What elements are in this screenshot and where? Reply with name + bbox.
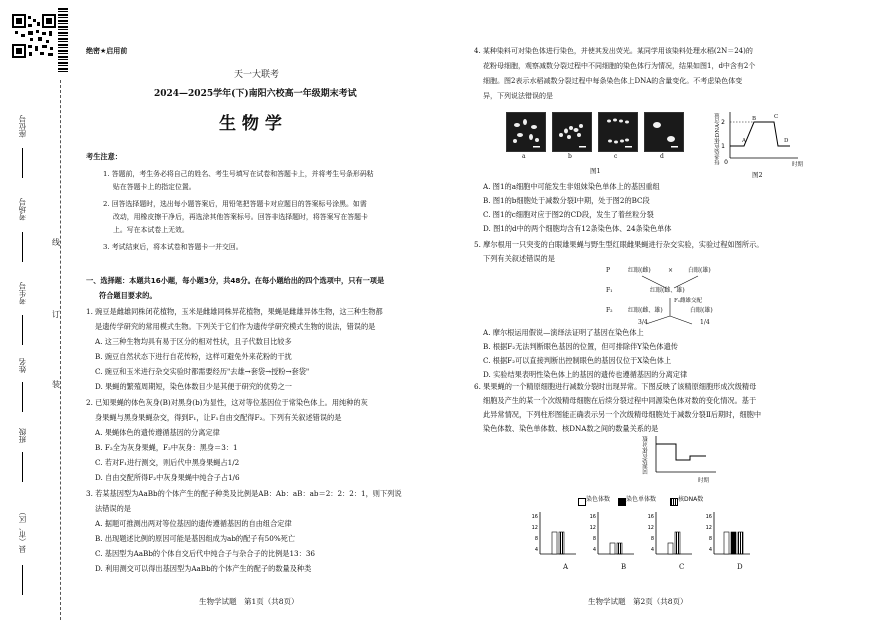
class-line: [22, 452, 23, 482]
svg-text:8: 8: [708, 536, 712, 542]
q5-option-c[interactable]: C. 根据F₂可以直接判断出控制眼色的基因仅位于X染色体上: [483, 356, 672, 365]
binding-char-xian: 线: [52, 238, 60, 247]
figure2-chart: [712, 108, 802, 168]
bar-label-c: C: [679, 563, 685, 571]
q5-option-b[interactable]: B. 根据F₂无法判断眼色基因的位置，但可排除伴Y染色体遗传: [483, 342, 678, 351]
bar-label-d: D: [737, 563, 743, 571]
q4-option-a[interactable]: A. 图1的a细胞中可能发生非姐妹染色单体上的基因重组: [483, 182, 660, 191]
homolog-ylabel: 同源染色体对数: [643, 436, 649, 475]
q4-stem-1: 4. 某种染料可对染色体进行染色，并使其发出荧光。某同学用该染料处理水稻(2N＝24)的: [474, 47, 753, 55]
bar-chart-d[interactable]: [702, 510, 752, 558]
exam-no-label: 考生号: [18, 282, 27, 305]
cross-f2-label: F₂: [606, 307, 613, 314]
notes-title: 考生注意：: [86, 152, 122, 161]
cross-symbol: ×: [668, 267, 674, 274]
q3-option-b[interactable]: B. 出现题述比例的原因可能是基因组成为ab的配子有50%死亡: [95, 534, 296, 543]
q4-option-d[interactable]: D. 图1的d中的两个细胞均含有12条染色体、24条染色单体: [483, 224, 672, 233]
q2-stem-2: 身果蝇与黑身果蝇杂交，得到F₁，让F₁自由交配得F₂。下列有关叙述错误的是: [95, 413, 342, 422]
cross-f2-right: 白眼(雄): [690, 307, 713, 314]
fig2-ylabel: 每条染色体DNA含量: [715, 113, 721, 165]
svg-text:0: 0: [724, 159, 728, 166]
homolog-chart: [640, 434, 720, 478]
county-label: 县（市、区）: [18, 508, 27, 553]
q1-option-c[interactable]: C. 豌豆和玉米进行杂交实验时都需要经历"去雄→套袋→授粉→套袋": [95, 367, 310, 376]
q1-stem-2: 是遗传学研究的常用模式生物。下列关于它们作为遗传学研究模式生物的说法，错误的是: [95, 322, 376, 331]
room-label: 考场号: [18, 198, 27, 221]
q1-option-a[interactable]: A. 这三种生物均具有易于区分的相对性状，且子代数目比较多: [95, 337, 292, 346]
q6-stem-2: 细胞及产生的某一个次级精母细胞在后续分裂过程中同源染色体对数的变化情况。基于: [483, 396, 757, 405]
q2-option-b[interactable]: B. F₂全为灰身果蝇，F₂中灰身：黑身＝3：1: [95, 443, 238, 452]
fig2-point-c: C: [774, 114, 779, 120]
notes-line-1: 1. 答题前，考生务必将自己的姓名、考生号填写在试卷和答题卡上，并将考生号条形码粘: [103, 170, 374, 178]
exam-title: 2024—2025学年(下)南阳六校高一年级期末考试: [154, 89, 357, 99]
bar-label-a: A: [563, 563, 569, 571]
legend-chromosome: 染色体数: [586, 496, 611, 503]
q3-stem-2: 法错误的是: [95, 504, 131, 513]
q1-stem-1: 1. 豌豆是雌雄同株闭花植物，玉米是雌雄同株异花植物，果蝇是雌雄异体生物，这三种生物都: [86, 307, 383, 316]
q4-stem-4: 异，下列说法错误的是: [483, 92, 553, 100]
cross-f1-note: F₁雌雄交配: [674, 298, 703, 304]
bar-chart-a[interactable]: [528, 510, 578, 558]
micrograph-a: [506, 112, 546, 152]
section1-line-1: 一、选择题：本题共16小题，每小题3分，共48分。在每小题给出的四个选项中，只有一项是: [86, 276, 385, 285]
micrograph-b-label: b: [568, 153, 572, 160]
svg-text:12: 12: [589, 525, 596, 531]
cross-ratio-right: 1/4: [700, 319, 710, 326]
svg-text:12: 12: [647, 525, 654, 531]
notes-line-2: 贴在答题卡上的指定位置。: [113, 183, 196, 191]
barcode-strip: [58, 8, 68, 72]
q3-stem-1: 3. 若某基因型为AaBb的个体产生的配子种类及比例是AB：Ab：aB：ab＝2：2：2：1，则下列说: [86, 489, 402, 498]
svg-text:16: 16: [531, 514, 538, 520]
fig2-xlabel: 时期: [792, 162, 804, 168]
q2-option-c[interactable]: C. 若对F₁进行测交，则后代中黑身果蝇占1/2: [95, 458, 240, 467]
q3-option-c[interactable]: C. 基因型为AaBb的个体自交后代中纯合子与杂合子的比例是13：36: [95, 549, 315, 558]
bar-chart-b[interactable]: [586, 510, 636, 558]
svg-text:8: 8: [534, 536, 538, 542]
q5-option-a[interactable]: A. 摩尔根运用假说—演绎法证明了基因在染色体上: [483, 328, 644, 337]
micrograph-b: [552, 112, 592, 152]
cross-p-label: P: [606, 267, 611, 274]
cross-f2-left: 红眼(雌、雄): [628, 307, 663, 314]
q6-stem-1: 6. 果果蝇的一个精原细胞进行减数分裂时出现异常。下图反映了该精原细胞形成次级精母: [474, 382, 757, 391]
q3-option-d[interactable]: D. 利用测交可以得出基因型为AaBb的个体产生的配子的数量及种类: [95, 564, 312, 573]
binding-char-zhuang: 装: [52, 380, 60, 389]
seat-line: [22, 148, 23, 178]
micrograph-c-label: c: [614, 153, 618, 160]
micrograph-a-label: a: [522, 153, 526, 160]
notes-line-3: 2. 回答选择题时，选出每小题答案后，用铅笔把答题卡对应题目的答案标号涂黑。如需: [103, 200, 367, 208]
seat-label: 座位号: [18, 115, 27, 138]
subject-title: 生 物 学: [219, 114, 282, 134]
micrograph-c: [598, 112, 638, 152]
svg-text:4: 4: [650, 547, 654, 553]
notes-line-6: 3. 考试结束后，将本试卷和答题卡一并交回。: [103, 243, 243, 251]
binding-line: [60, 80, 61, 620]
q2-option-a[interactable]: A. 果蝇体色的遗传遵循基因的分离定律: [95, 428, 220, 437]
name-label: 姓名: [18, 358, 27, 373]
room-line: [22, 232, 23, 262]
name-line: [22, 382, 23, 412]
org-title: 天一大联考: [234, 70, 280, 80]
figure2-caption: 图2: [752, 171, 763, 179]
binding-char-ding: 订: [52, 310, 60, 319]
svg-text:12: 12: [705, 525, 712, 531]
q4-option-b[interactable]: B. 图1的b细胞处于减数分裂Ⅰ中期，处于图2的BC段: [483, 196, 650, 205]
q6-stem-4: 染色体数、染色单体数、核DNA数之间的数量关系的是: [483, 424, 659, 433]
footer-left: 生物学试题 第1页（共8页）: [199, 597, 299, 606]
legend-dna: 核DNA数: [678, 496, 704, 503]
fig2-point-d: D: [784, 138, 789, 144]
q6-stem-3: 此异常情况，下列柱形图能正确表示另一个次级精母细胞处于减数分裂Ⅱ后期时，细胞中: [483, 410, 762, 419]
q4-stem-3: 细胞。图2表示水稻减数分裂过程中每条染色体上DNA的含量变化。不考虑染色体变: [483, 77, 743, 85]
q4-option-c[interactable]: C. 图1的c细胞对应于图2的CD段，发生了着丝粒分裂: [483, 210, 654, 219]
svg-text:4: 4: [592, 547, 596, 553]
class-label: 班级: [18, 428, 27, 443]
svg-text:4: 4: [708, 547, 712, 553]
cross-p-male: 白眼(雄): [688, 267, 711, 274]
q3-option-a[interactable]: A. 据题可推测出两对等位基因的遗传遵循基因的自由组合定律: [95, 519, 292, 528]
svg-text:1: 1: [721, 143, 725, 150]
svg-text:8: 8: [650, 536, 654, 542]
legend-chromatid-swatch: [618, 498, 626, 506]
qr-code: [12, 14, 56, 58]
legend-chromatid: 染色单体数: [626, 496, 657, 503]
micrograph-d-label: d: [660, 153, 664, 160]
cross-f1-text: 红眼(雌、雄): [650, 287, 685, 294]
q4-stem-2: 花粉母细胞，观察减数分裂过程中不同细胞的染色体行为情况，结果如图1，d中含有2个: [483, 62, 756, 70]
q2-option-d[interactable]: D. 自由交配所得F₂中灰身果蝇中纯合子占1/6: [95, 473, 240, 482]
svg-text:8: 8: [592, 536, 596, 542]
exam-no-line: [22, 315, 23, 345]
notes-line-4: 改动，用橡皮擦干净后，再选涂其他答案标号。回答非选择题时，将答案写在答题卡: [113, 213, 368, 221]
fig2-point-b: B: [752, 116, 757, 122]
fig2-point-a: A: [742, 138, 746, 144]
q5-stem-1: 5. 摩尔根用一只突变的白眼雄果蝇与野生型红眼雌果蝇进行杂交实验，实验过程如图所示。: [474, 240, 764, 249]
legend-dna-swatch: [670, 498, 678, 506]
svg-text:16: 16: [705, 514, 712, 520]
figure1-caption: 图1: [590, 167, 601, 175]
q5-option-d[interactable]: D. 实验结果表明性染色体上的基因的遗传也遵循基因的分离定律: [483, 370, 688, 379]
q2-stem-1: 2. 已知果蝇的体色灰身(B)对黑身(b)为显性，这对等位基因位于常染色体上。用纯种的灰: [86, 398, 368, 407]
svg-text:16: 16: [589, 514, 596, 520]
bar-chart-c[interactable]: [644, 510, 694, 558]
q1-option-b[interactable]: B. 豌豆自然状态下进行自花传粉，这样可避免外来花粉的干扰: [95, 352, 292, 361]
section1-line-2: 符合题目要求的。: [99, 291, 157, 300]
cross-p-female: 红眼(雌): [628, 267, 651, 274]
q5-stem-2: 下列有关叙述错误的是: [483, 254, 555, 263]
svg-text:4: 4: [534, 547, 538, 553]
legend-chromosome-swatch: [578, 498, 586, 506]
q1-option-d[interactable]: D. 果蝇的繁殖周期短，染色体数目少是其便于研究的优势之一: [95, 382, 292, 391]
homolog-xlabel: 时期: [698, 478, 710, 484]
secret-mark: 绝密★启用前: [86, 47, 128, 55]
svg-text:2: 2: [721, 119, 725, 126]
footer-right: 生物学试题 第2页（共8页）: [588, 597, 688, 606]
svg-text:16: 16: [647, 514, 654, 520]
bar-label-b: B: [621, 563, 627, 571]
micrograph-d: [644, 112, 684, 152]
county-line: [22, 565, 23, 595]
cross-f1-label: F₁: [606, 287, 613, 294]
svg-text:12: 12: [531, 525, 538, 531]
notes-line-5: 上。写在本试卷上无效。: [113, 226, 189, 234]
cross-ratio-left: 3/4: [638, 319, 648, 326]
